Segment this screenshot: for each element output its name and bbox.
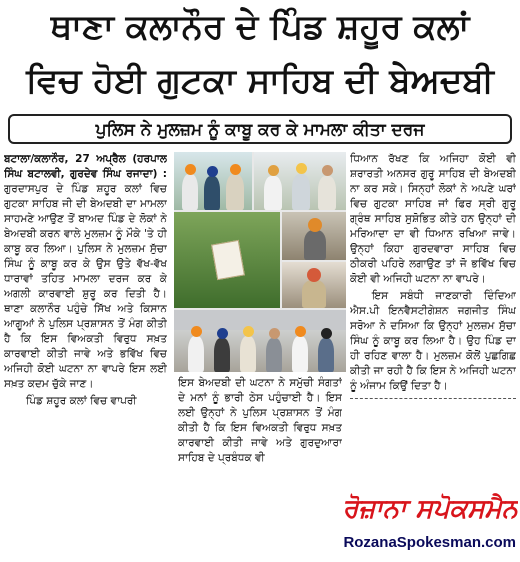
article-paragraph: ਇਸ ਸਬੰਧੀ ਜਾਣਕਾਰੀ ਦਿੰਦਿਆ ਐਸ.ਪੀ ਇਨਵੈਸਟੀਗੇਸ਼ਨ ਜਗਜੀਤ ਸਿੰਘ ਸਰੋਆ ਨੇ ਦਸਿਆ ਕਿ ਉਨ੍ਹਾਂ ਮੁਲਜ਼ਮ ਸੁੱਚਾ ਸਿੰਘ ਨੂੰ ਕਾਬੂ ਕਰ ਲਿਆ ਹੈ। ਉਹ ਪਿੰਡ ਦਾ ਹੀ ਰਹਿਣ ਵਾਲਾ ਹੈ। ਮੁਲਜ਼ਮ ਕੋਲੋਂ ਪੁਛਗਿਛ ਕੀਤੀ ਜਾ ਰਹੀ ਹੈ ਕਿ ਇਸ ਨੇ ਅਜਿਹੀ ਘਟਨਾ ਨੂੰ ਅੰਜਾਮ ਕਿਉਂ ਦਿਤਾ ਹੈ। <box>350 290 516 392</box>
article-paragraph <box>4 152 167 392</box>
photo-sacred-text-in-field <box>174 212 280 308</box>
article-column-3 <box>350 152 516 507</box>
article-column-1 <box>4 152 167 507</box>
article-paragraph: ਧਿਆਨ ਰੱਖਣ ਕਿ ਅਜਿਹਾ ਕੋਈ ਵੀ ਸ਼ਰਾਰਤੀ ਅਨਸਰ ਗੁਰੂ ਸਾਹਿਬ ਦੀ ਬੇਅਦਬੀ ਨਾ ਕਰ ਸਕੇ। ਸਿਨ੍ਹਾਂ ਲੋਕਾਂ ਨੇ ਅਪਣੇ ਘਰਾਂ ਵਿਚ ਗੁਟਕਾ ਸਾਹਿਬ ਜਾਂ ਫਿਰ ਸ੍ਰੀ ਗੁਰੂ ਗ੍ਰੰਥ ਸਾਹਿਬ ਸੁਸ਼ੋਭਿਤ ਕੀਤੇ ਹਨ ਉਨ੍ਹਾਂ ਦੀ ਮਰਿਆਦਾ ਦਾ ਵੀ ਧਿਆਨ ਰਖਿਆ ਜਾਵੇ। ਉਨ੍ਹਾਂ ਕਿਹਾ ਗੁਰਦਵਾਰਾ ਸਾਹਿਬ ਵਿਚ ਠੀਕਰੀ ਪਹਿਰੇ ਲਗਾਉਣ ਤਾਂ ਜੋ ਭਵਿੱਖ ਵਿਚ ਕੋਈ ਵੀ ਅਜਿਹੀ ਘਟਨਾ ਨਾ ਵਾਪਰੇ। <box>350 153 516 285</box>
article-paragraph: ਇਸ ਬੇਅਦਬੀ ਦੀ ਘਟਨਾ ਨੇ ਸਮੁੱਚੀ ਸੰਗਤਾਂ ਦੇ ਮਨਾਂ ਨੂੰ ਭਾਰੀ ਠੇਸ ਪਹੁੰਚਾਈ ਹੈ। ਇਸ ਲਈ ਉਨ੍ਹਾਂ ਨੇ ਪੁਲਿਸ ਪ੍ਰਸ਼ਾਸਨ ਤੋਂ ਮੰਗ ਕੀਤੀ ਹੈ ਕਿ ਇਸ ਵਿਅਕਤੀ ਵਿਰੁਧ ਸਖ਼ਤ ਕਾਰਵਾਈ ਕੀਤੀ ਜਾਵੇ ਅਤੇ ਗੁਰਦੁਆਰਾ ਸਾਹਿਬ ਦੇ ਪ੍ਰਬੰਧਕ ਵੀ <box>178 377 342 464</box>
headline-line-1: ਥਾਣਾ ਕਲਾਨੌਰ ਦੇ ਪਿੰਡ ਸ਼ਹੂਰ ਕਲਾਂ <box>50 7 470 47</box>
headline-line-2: ਵਿਚ ਹੋਈ ਗੁਟਕਾ ਸਾਹਿਬ ਦੀ ਬੇਅਦਬੀ <box>26 61 494 101</box>
paragraph-text: ਗੁਰਦਾਸਪੁਰ ਦੇ ਪਿੰਡ ਸ਼ਹੂਰ ਕਲਾਂ ਵਿਚ ਗੁਟਕਾ ਸਾਹਿਬ ਜੀ ਦੀ ਬੇਅਦਬੀ ਦਾ ਮਾਮਲਾ ਸਾਹਮਣੇ ਆਉਣ ਤੋਂ ਬਾਅਦ ਪਿੰਡ ਦੇ ਲੋਕਾਂ ਨੇ ਬੇਅਦਬੀ ਕਰਨ ਵਾਲੇ ਮੁਲਜ਼ਮ ਨੂੰ ਮੌਕੇ 'ਤੇ ਹੀ ਕਾਬੂ ਕਰ ਲਿਆ। ਪੁਲਿਸ ਨੇ ਮੁਲਜ਼ਮ ਸੁੱਚਾ ਸਿੰਘ ਨੂੰ ਕਾਬੂ ਕਰ ਕੇ ਉਸ ਉਤੇ ਵੱਖ-ਵੱਖ ਧਾਰਾਵਾਂ ਤਹਿਤ ਮਾਮਲਾ ਦਰਜ ਕਰ ਕੇ ਅਗਲੀ ਕਾਰਵਾਈ ਸ਼ੁਰੂ ਕਰ ਦਿਤੀ ਹੈ। ਥਾਣਾ ਕਲਾਨੌਰ ਪਹੁੰਚੇ ਸਿੱਖ ਅਤੇ ਕਿਸਾਨ ਆਗੂਆਂ ਨੇ ਪੁਲਿਸ ਪ੍ਰਸ਼ਾਸਨ ਤੋਂ ਮੰਗ ਕੀਤੀ ਹੈ ਕਿ ਇਸ ਵਿਅਕਤੀ ਵਿਰੁਧ ਸਖ਼ਤ ਕਾਰਵਾਈ ਕੀਤੀ ਜਾਵੇ ਅਤੇ ਭਵਿੱਖ ਵਿਚ ਅਜਿਹੀ ਕੋਈ ਘਟਨਾ ਨਾ ਵਾਪਰੇ ਇਸ ਲਈ ਸਖ਼ਤ ਕਦਮ ਚੁੱਕੇ ਜਾਣ। <box>4 183 167 390</box>
photo-police-station-gathering <box>174 310 346 372</box>
photo-villagers <box>174 152 252 210</box>
masthead-logo: ਰੋਜ਼ਾਨਾ ਸਪੋਕਸਮੈਨ <box>342 494 518 524</box>
subheadline: ਪੁਲਿਸ ਨੇ ਮੁਲਜ਼ਮ ਨੂੰ ਕਾਬੂ ਕਰ ਕੇ ਮਾਮਲਾ ਕੀਤਾ ਦਰਜ <box>8 114 512 144</box>
news-photo-collage <box>174 152 346 372</box>
column-divider <box>350 398 516 399</box>
article-paragraph: ਪਿੰਡ ਸ਼ਹੂਰ ਕਲਾਂ ਵਿਚ ਵਾਪਰੀ <box>26 395 137 407</box>
masthead-url: RozanaSpokesman.com <box>343 534 516 551</box>
photo-police-officer <box>282 262 346 308</box>
photo-accused <box>282 212 346 260</box>
photo-leaders <box>254 152 346 210</box>
dateline: ਬਟਾਲਾ/ਕਲਾਨੌਰ, 27 ਅਪ੍ਰੈਲ (ਹਰਪਾਲ ਸਿੰਘ ਬਟਾਲਵੀ, ਗੁਰਦੇਵ ਸਿੰਘ ਰਜਾਦਾ) : <box>4 153 167 180</box>
